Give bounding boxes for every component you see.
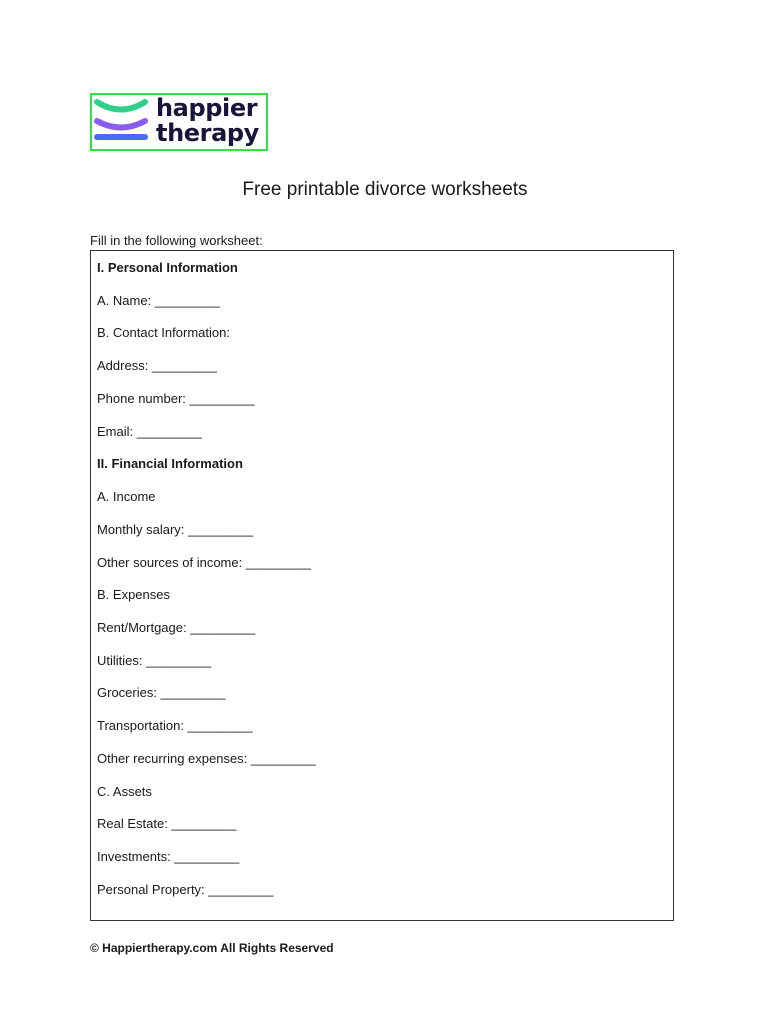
logo-wordmark bbox=[156, 96, 268, 146]
brand-logo bbox=[90, 93, 268, 151]
field-transportation: Transportation: _________ bbox=[97, 718, 253, 733]
happier-therapy-logo-icon bbox=[92, 95, 154, 149]
subheading-expenses: B. Expenses bbox=[97, 587, 170, 602]
subheading-income: A. Income bbox=[97, 489, 156, 504]
subheading-contact: B. Contact Information: bbox=[97, 325, 230, 340]
field-utilities: Utilities: _________ bbox=[97, 653, 212, 668]
field-monthly-salary: Monthly salary: _________ bbox=[97, 522, 254, 537]
logo-line-2: therapy bbox=[156, 119, 259, 147]
section-heading-financial: II. Financial Information bbox=[97, 456, 243, 471]
section-heading-personal: I. Personal Information bbox=[97, 260, 238, 275]
worksheet-intro: Fill in the following worksheet: bbox=[90, 233, 263, 248]
field-other-expenses: Other recurring expenses: _________ bbox=[97, 751, 316, 766]
field-address: Address: _________ bbox=[97, 358, 217, 373]
worksheet-box bbox=[90, 250, 674, 921]
logo-line-1: happier bbox=[156, 94, 258, 122]
field-personal-property: Personal Property: _________ bbox=[97, 882, 274, 897]
field-investments: Investments: _________ bbox=[97, 849, 240, 864]
subheading-assets: C. Assets bbox=[97, 784, 152, 799]
field-rent-mortgage: Rent/Mortgage: _________ bbox=[97, 620, 256, 635]
copyright-footer: © Happiertherapy.com All Rights Reserved bbox=[90, 941, 334, 955]
field-phone: Phone number: _________ bbox=[97, 391, 255, 406]
page-title: Free printable divorce worksheets bbox=[242, 179, 528, 200]
field-groceries: Groceries: _________ bbox=[97, 685, 226, 700]
field-real-estate: Real Estate: _________ bbox=[97, 816, 237, 831]
field-other-income: Other sources of income: _________ bbox=[97, 555, 311, 570]
field-name: A. Name: _________ bbox=[97, 293, 220, 308]
field-email: Email: _________ bbox=[97, 424, 202, 439]
